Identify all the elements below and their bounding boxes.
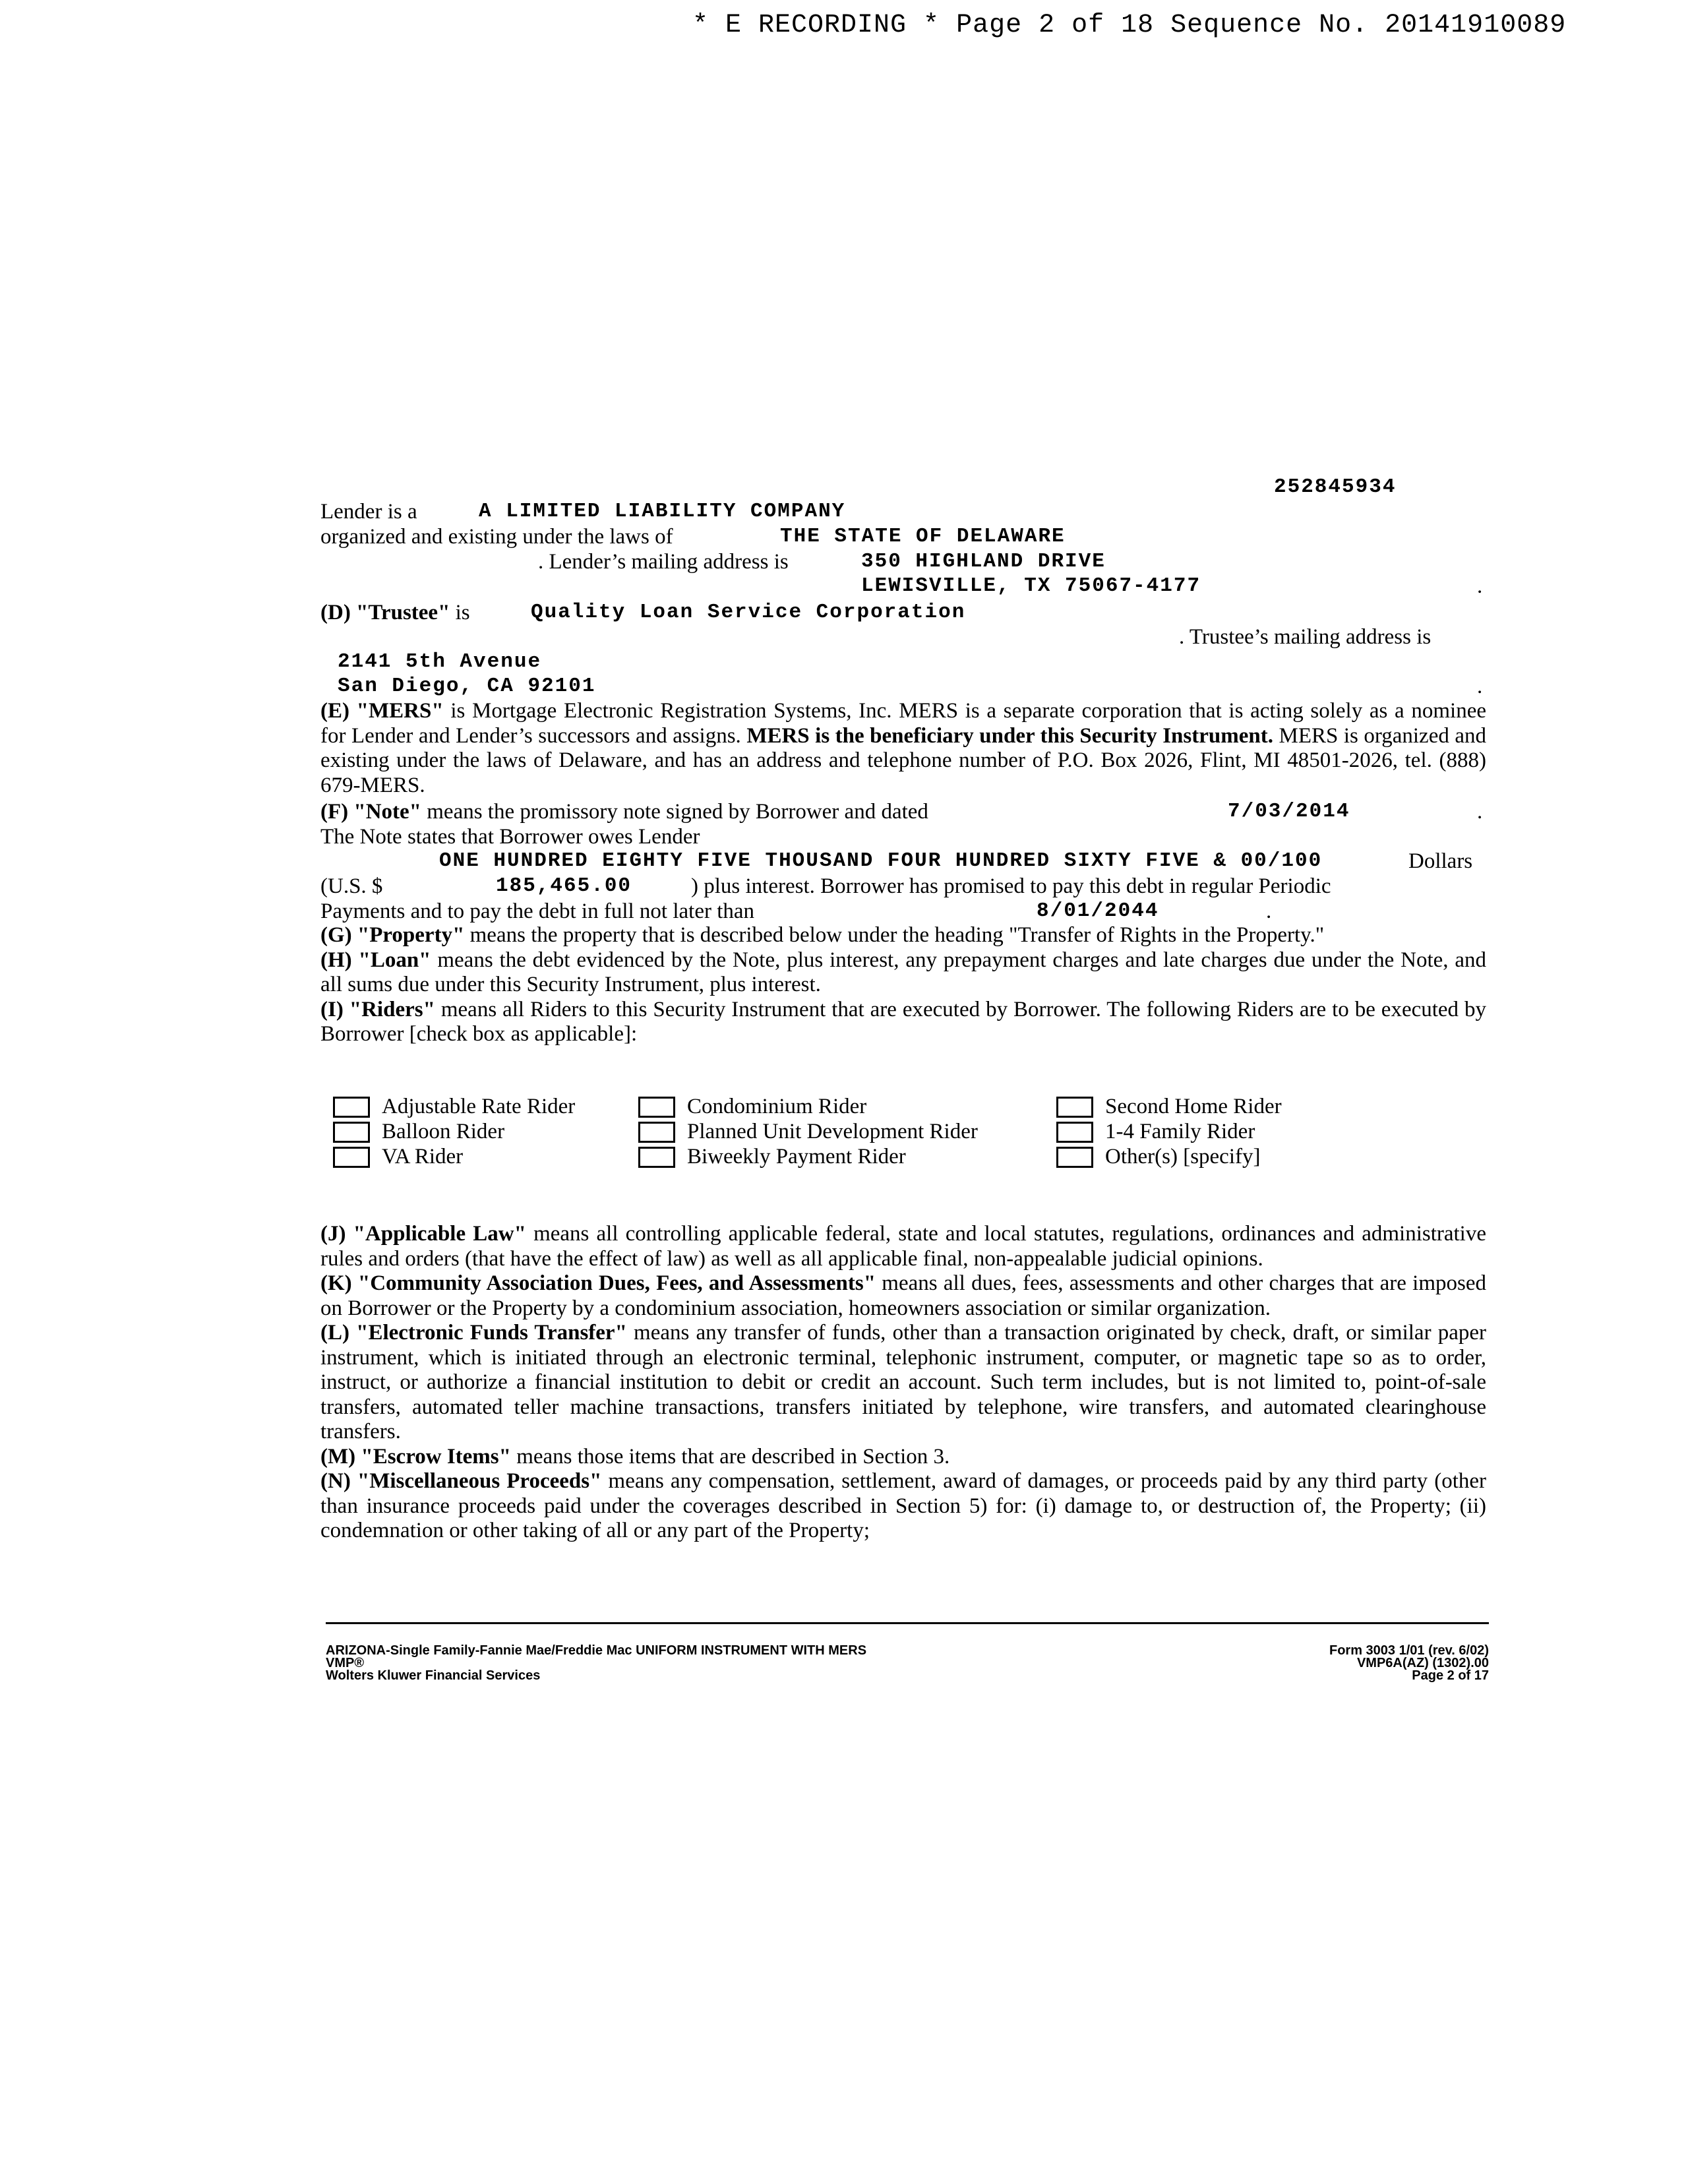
rider-va[interactable]: VA Rider	[333, 1145, 463, 1169]
mers-bold: MERS is the beneficiary under this Security Instrument.	[746, 723, 1273, 748]
lender-is-label: Lender is a	[320, 500, 417, 524]
escrow-label: (M) "Escrow Items"	[320, 1444, 511, 1469]
rider-condominium[interactable]: Condominium Rider	[638, 1095, 866, 1119]
trustee-address-line2: San Diego, CA 92101	[338, 675, 596, 698]
mers-paragraph	[320, 699, 1486, 798]
rider-adjustable-rate[interactable]: Adjustable Rate Rider	[333, 1095, 575, 1119]
lender-address-line2: LEWISVILLE, TX 75067-4177	[861, 574, 1201, 597]
rider-others[interactable]: Other(s) [specify]	[1056, 1145, 1260, 1169]
checkbox-icon[interactable]	[1056, 1122, 1093, 1143]
checkbox-icon[interactable]	[638, 1097, 675, 1118]
note-period: .	[1477, 800, 1483, 824]
loan-label: (H) "Loan"	[320, 948, 431, 972]
recording-header: * E RECORDING * Page 2 of 18 Sequence No. 20141910089	[692, 11, 1567, 40]
lender-jurisdiction: THE STATE OF DELAWARE	[780, 525, 1066, 548]
note-dollars: Dollars	[1408, 849, 1473, 873]
footer-publisher: Wolters Kluwer Financial Services	[326, 1668, 541, 1683]
riders-text: means all Riders to this Security Instrument that are executed by Borrower. The following Riders are to be executed by Borrower [check box as applicable]:	[320, 997, 1487, 1046]
checkbox-icon[interactable]	[638, 1147, 675, 1168]
mers-label: (E) "MERS"	[320, 699, 444, 723]
note-date: 7/03/2014	[1228, 800, 1350, 823]
trustee-is: is	[455, 601, 470, 624]
lender-address-line1: 350 HIGHLAND DRIVE	[861, 550, 1106, 573]
eft-text: means any transfer of funds, other than a transaction originated by check, draft, or similar paper instrument, which is initiated through an electronic terminal, telephonic instrument, computer, or magnetic tape so as to order, instruct, or authorize a financial institution to debit or credit an account. Such term includes, but is not limited to, point-of-sale transfers, automated teller machine transactions, transfers initiated by telephone, wire transfers, and automated clearinghouse transfers.	[320, 1321, 1486, 1443]
checkbox-icon[interactable]	[333, 1147, 370, 1168]
riders-label: (I) "Riders"	[320, 997, 435, 1021]
mers-text2: MERS is organized and existing under the laws of Delaware, and has an address and telephone number of P.O. Box 2026, Flint, MI 48501-2026, tel. (888) 679-MERS.	[320, 723, 1487, 797]
rider-1-4-family[interactable]: 1-4 Family Rider	[1056, 1120, 1255, 1144]
property-text: means the property that is described below under the heading "Transfer of Rights in the Property."	[464, 923, 1325, 947]
mers-text1: is Mortgage Electronic Registration Systems, Inc. MERS is a separate corporation that is acting solely as a nominee for Lender and Lender’s successors and assigns.	[320, 699, 1486, 748]
lender-entity-type: A LIMITED LIABILITY COMPANY	[479, 500, 846, 523]
note-amount: 185,465.00	[496, 874, 632, 897]
loan-number: 252845934	[1274, 475, 1397, 499]
footer-left	[326, 1645, 866, 1682]
lender-organized-label: organized and existing under the laws of	[320, 525, 673, 549]
checkbox-icon[interactable]	[333, 1097, 370, 1118]
note-plus-text: ) plus interest. Borrower has promised to pay this debt in regular Periodic	[691, 874, 1331, 898]
footer-right	[1329, 1645, 1489, 1682]
loan-text: means the debt evidenced by the Note, plus interest, any prepayment charges and late charges due under the Note, and all sums due under this Security Instrument, plus interest.	[320, 948, 1487, 996]
applicable-law-text: means all controlling applicable federal, state and local statutes, regulations, ordinances and administrative rules and orders (that have the effect of law) as well as all applicable final, non-appealable judicial opinions.	[320, 1222, 1486, 1271]
note-payments-text: Payments and to pay the debt in full not later than	[320, 899, 755, 923]
rider-pud[interactable]: Planned Unit Development Rider	[638, 1120, 978, 1144]
property-label: (G) "Property"	[320, 923, 465, 947]
rider-checkbox-grid	[333, 1095, 1362, 1174]
note-amount-words: ONE HUNDRED EIGHTY FIVE THOUSAND FOUR HUNDRED SIXTY FIVE & 00/100	[439, 849, 1323, 872]
community-label: (K) "Community Association Dues, Fees, and Assessments"	[320, 1271, 876, 1295]
trustee-label: (D) "Trustee"	[320, 601, 450, 624]
lender-mailing-label: . Lender’s mailing address is	[538, 550, 789, 574]
footer-rule	[326, 1622, 1489, 1624]
checkbox-icon[interactable]	[1056, 1147, 1093, 1168]
lender-period: .	[1477, 574, 1483, 598]
escrow-text: means those items that are described in Section 3.	[510, 1444, 950, 1469]
note-us-label: (U.S. $	[320, 874, 383, 898]
rider-balloon[interactable]: Balloon Rider	[333, 1120, 504, 1144]
rider-second-home[interactable]: Second Home Rider	[1056, 1095, 1282, 1119]
footer-vmp-code: VMP6A(AZ) (1302).00	[1356, 1656, 1489, 1670]
trustee-name: Quality Loan Service Corporation	[531, 601, 966, 624]
footer-form-title: ARIZONA-Single Family-Fannie Mae/Freddie Mac UNIFORM INSTRUMENT WITH MERS	[326, 1643, 867, 1658]
misc-label: (N) "Miscellaneous Proceeds"	[320, 1469, 602, 1493]
note-owes-text: The Note states that Borrower owes Lender	[320, 825, 700, 849]
footer-vmp: VMP®	[326, 1656, 365, 1670]
checkbox-icon[interactable]	[638, 1122, 675, 1143]
footer-page-number: Page 2 of 17	[1412, 1668, 1489, 1683]
trustee-mailing-label: . Trustee’s mailing address is	[1179, 625, 1432, 649]
note-maturity-date: 8/01/2044	[1037, 899, 1159, 923]
eft-label: (L) "Electronic Funds Transfer"	[320, 1321, 627, 1345]
community-text: means all dues, fees, assessments and other charges that are imposed on Borrower or the Property by a condominium association, homeowners association or similar organization.	[320, 1271, 1486, 1320]
rider-biweekly[interactable]: Biweekly Payment Rider	[638, 1145, 906, 1169]
footer-form-number: Form 3003 1/01 (rev. 6/02)	[1329, 1643, 1489, 1658]
trustee-period: .	[1477, 675, 1483, 698]
misc-text: means any compensation, settlement, award of damages, or proceeds paid by any third party (other than insurance proceeds paid under the coverages described in Section 5) for: (i) damage to, or destruction of, the Property; (ii) condemnation or other taking of all or any part of the Property;	[320, 1469, 1487, 1542]
definitions-gh	[320, 923, 1486, 1047]
note-period2: .	[1266, 899, 1272, 923]
definitions-jn	[320, 1222, 1486, 1544]
checkbox-icon[interactable]	[1056, 1097, 1093, 1118]
checkbox-icon[interactable]	[333, 1122, 370, 1143]
note-text: means the promissory note signed by Borrower and dated	[421, 800, 928, 824]
applicable-law-label: (J) "Applicable Law"	[320, 1222, 526, 1246]
trustee-address-line1: 2141 5th Avenue	[338, 650, 542, 673]
note-label: (F) "Note"	[320, 800, 421, 824]
